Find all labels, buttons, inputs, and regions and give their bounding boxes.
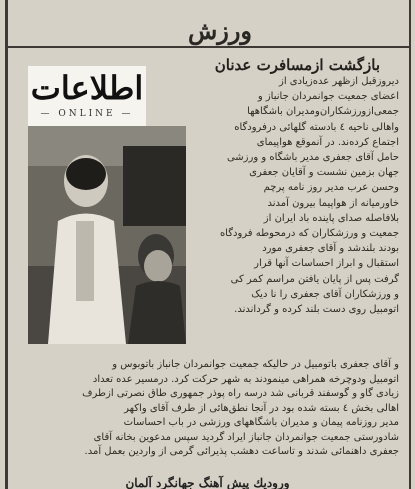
left-border-rule: [5, 0, 8, 489]
article-headline: بازگشت ازمسافرت عدنان: [214, 56, 380, 74]
section-title: ورزش: [187, 16, 253, 45]
photo-illustration: [28, 126, 186, 344]
header-divider: [5, 46, 409, 48]
article-body-column: دیروزقبل ازظهر عده‌زیادی از اعضای جمعیت جوانمردان جانباز و جمعی‌ازورزشکاران‌ومدیران باشگاهها واهالی ناحیه ٤ بادسته گلهائی درفرودگاه اجتماع کرده‌ند. در آنموقع هواپیمای حامل آقای جعفری مدیر باشگاه و ورزشی جهان بزمین نشست و آقایان جعفری وحسن عرب مدیر روز نامه پرچم خاورمیانه از هواپیما بیرون آمدند بلافاصله صدای پاینده باد ایران از جمعیت و ورزشکاران که درمحوطه فرودگاه بودند بلندشد و آقای جعفری مورد استقبال و ابراز احساسات آنها قرار گرفت پس از پایان یافتن مراسم کمر کی و ورزشکاران آقای جعفری را نا دیک اتومبیل روی دست بلند کرده و گرداندند.: [219, 76, 399, 316]
article-photo: [28, 126, 186, 344]
logo-subtitle: — ONLINE —: [40, 109, 134, 119]
next-article-headline: وروديك پيش آهنگ جهانگرد آلمان: [125, 476, 290, 489]
logo-name: اطلاعات: [30, 69, 144, 107]
ettelaat-logo: [28, 66, 146, 126]
right-border-rule: [409, 0, 411, 489]
article-body-full-width: و آقای جعفری باتومبیل در حالیکه جمعیت جوانمردان جانباز باتوبوس و اتومبیل ودوچرخه همراهی مینمودند به شهر حرکت کرد. درمسیر عده تعداد زیادی گاو و گوسفند قربانی شد درسه راه پوذر جمهوری طاق نصرتی ازطرف اهالی بخش ٤ بسته شده بود در آنجا نطق‌هائی از طرف آقای واکهر مدیر روزنامه پیمان و مدیران باشگاههای ورزشی در باب احساسات شادورستی جمعیت جوانمردان جانباز ایراد گردید سپس مدعوین بخانه آقای جعفری داهنمائی شدند و تاساعت دهشب پذیرائی گرمی از واردین بعمل آمد.: [82, 359, 399, 457]
